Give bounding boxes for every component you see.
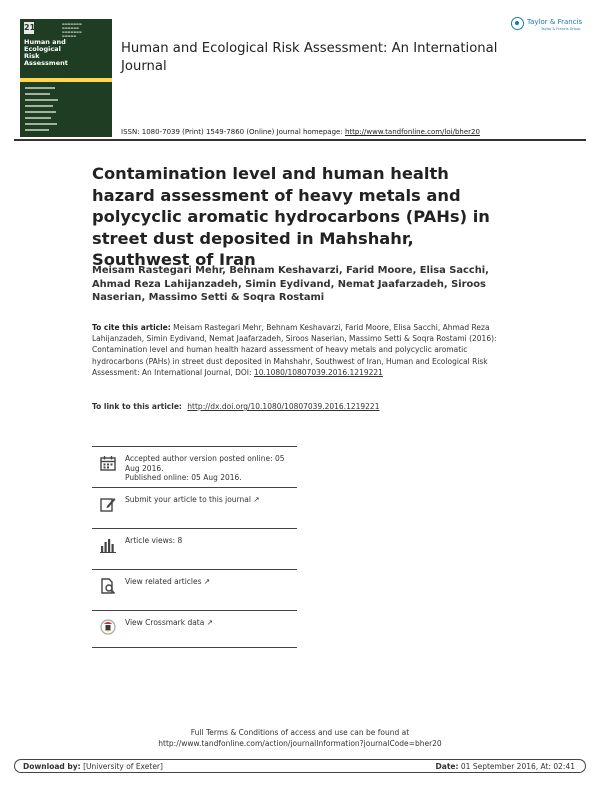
citation-text: Meisam Rastegari Mehr, Behnam Keshavarzi, Farid Moore, Elisa Sacchi, Ahmad Reza Lahijanzadeh, Simin Eydivand, Nemat Jaafarzadeh, Siroos Naserian, Massimo Setti & Soqra Rostami (2016): Contamination level and human health hazard assessment of heavy metals and polycyclic aromatic hydrocarbons (PAHs) in street dust deposited in Mahshahr, Southwest of Iran, Human and Ecological Risk Assessment: An International Journal, DOI: (92, 323, 497, 377)
crossmark-link[interactable]: View Crossmark data ↗ (125, 618, 214, 627)
cover-volume-mark: 21 (24, 23, 36, 32)
article-link-line (92, 402, 379, 411)
terms-url-link[interactable]: http://www.tandfonline.com/action/journalInformation?journalCode=bher20 (158, 738, 442, 748)
external-link-icon: ↗ (253, 495, 260, 504)
terms-footer (0, 728, 600, 749)
citation-doi-link[interactable]: 10.1080/10807039.2016.1219221 (253, 367, 383, 377)
issn-label: ISSN: 1080-7039 (Print) 1549-7860 (Online) Journal homepage: (121, 128, 343, 136)
external-link-icon: ↗ (206, 618, 214, 627)
published-date-text: Published online: 05 Aug 2016. (125, 473, 242, 483)
info-item-submit-article[interactable] (92, 487, 297, 522)
cover-line (25, 93, 50, 95)
cover-title: Human and Ecological Risk Assessment (24, 38, 68, 67)
cover-band (20, 78, 112, 82)
download-by (23, 762, 163, 771)
publisher-logo-name: Taylor & Francis (527, 18, 583, 26)
download-date-label: Date: (435, 762, 459, 771)
info-item-publication-dates (92, 446, 297, 489)
issn-line (121, 128, 480, 136)
bar-chart-icon (100, 537, 116, 553)
header-divider (14, 139, 586, 141)
citation-block (92, 322, 512, 378)
cover-line (25, 87, 55, 89)
publication-dates-text (125, 454, 297, 483)
download-date-value: 01 September 2016, At: 02:41 (460, 762, 575, 771)
cover-line (25, 117, 51, 119)
journal-cover-image (20, 19, 112, 137)
article-title: Contamination level and human health hazard assessment of heavy metals and polycyclic aromatic hydrocarbons (PAHs) in street dust deposited in Mahshahr, Southwest of Iran (92, 164, 490, 269)
article-authors: Meisam Rastegari Mehr, Behnam Keshavarzi, Farid Moore, Elisa Sacchi, Ahmad Reza Lahijanzadeh, Simin Eydivand, Nemat Jaafarzadeh, Siroos Naserian, Massimo Setti & Soqra Rostami (92, 265, 489, 304)
related-articles-icon (100, 578, 116, 594)
cover-line (25, 111, 56, 113)
cover-line (25, 129, 49, 131)
submit-article-link[interactable]: Submit your article to this journal ↗ (125, 495, 260, 504)
download-info-bar (14, 759, 586, 773)
download-date (436, 762, 575, 771)
article-link-label: To link to this article: (92, 402, 182, 411)
download-by-label: Download by: (23, 762, 81, 771)
publisher-logo-icon (511, 17, 524, 30)
download-by-value: [University of Exeter] (83, 762, 163, 771)
cover-small-text: ▬▬▬▬▬▬▬ ▬▬▬▬▬▬ ▬▬▬▬▬▬▬ ▬▬▬▬▬ (62, 22, 82, 38)
publisher-logo-subname: Taylor & Francis Group (541, 27, 581, 31)
calendar-icon (100, 455, 116, 471)
cover-line (25, 99, 58, 101)
info-item-crossmark[interactable] (92, 610, 297, 648)
terms-text: Full Terms & Conditions of access and use can be found at (190, 728, 410, 737)
external-link-icon: ↗ (203, 577, 211, 586)
info-item-related-articles[interactable] (92, 569, 297, 604)
journal-title: Human and Ecological Risk Assessment: An International Journal (121, 41, 498, 74)
cover-line (25, 123, 57, 125)
article-doi-url-link[interactable]: http://dx.doi.org/10.1080/10807039.2016.1219221 (187, 402, 380, 411)
citation-label: To cite this article: (92, 323, 171, 332)
journal-homepage-link[interactable]: http://www.tandfonline.com/loi/bher20 (344, 128, 480, 136)
accepted-date-text: Accepted author version posted online: 05 Aug 2016. (125, 454, 285, 473)
cover-line (25, 105, 53, 107)
submit-edit-icon (100, 496, 116, 512)
article-views-text: Article views: 8 (125, 536, 183, 545)
publisher-logo[interactable] (511, 16, 591, 36)
related-articles-link[interactable]: View related articles ↗ (125, 577, 211, 586)
crossmark-icon (100, 619, 116, 635)
info-item-article-views (92, 528, 297, 563)
